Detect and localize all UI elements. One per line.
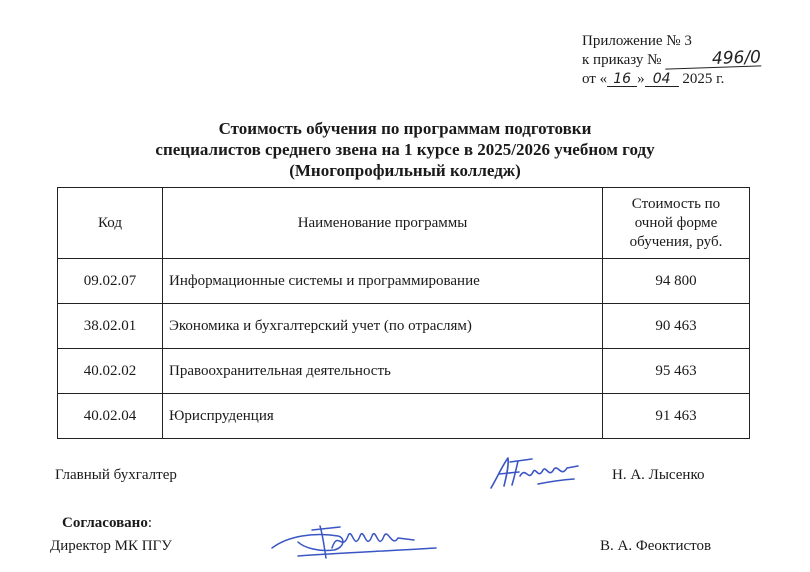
order-line: [582, 47, 762, 70]
date-month: 04: [645, 72, 679, 87]
appendix-title: Приложение № 3: [582, 33, 692, 49]
director-signature: [268, 518, 443, 564]
date-prefix: от «: [582, 71, 608, 87]
table-row: [58, 259, 750, 304]
row-cost: 90 463: [603, 304, 750, 349]
title-line-1: Стоимость обучения по программам подготовки: [218, 119, 592, 138]
header-cost: [603, 188, 750, 259]
table-row: [58, 394, 750, 439]
date-day: 16: [607, 72, 637, 87]
date-line: [582, 70, 761, 89]
header-name: Наименование программы: [163, 188, 603, 259]
accountant-name: Н. А. Лысенко: [612, 467, 705, 483]
header-cost-line-1: Стоимость по: [631, 195, 721, 212]
row-name: Экономика и бухгалтерский учет (по отраслям): [163, 304, 603, 349]
row-cost: 95 463: [603, 349, 750, 394]
tuition-table: [57, 187, 750, 439]
accountant-signature: [488, 452, 583, 492]
appendix-block: [582, 32, 761, 89]
header-cost-line-3: обучения, руб.: [629, 233, 723, 250]
title-line-2: специалистов среднего звена на 1 курсе в 2025/2026 учебном году: [155, 140, 655, 159]
row-name: Юриспруденция: [163, 394, 603, 439]
agreed-label: Согласовано: [62, 515, 148, 531]
row-code: 40.02.02: [58, 349, 163, 394]
row-code: 38.02.01: [58, 304, 163, 349]
table-header-row: [58, 188, 750, 259]
document-title: [40, 118, 770, 181]
header-code: Код: [58, 188, 163, 259]
title-line-3: (Многопрофильный колледж): [289, 161, 521, 180]
agreed-colon: :: [147, 515, 152, 531]
row-name: Информационные системы и программирование: [163, 259, 603, 304]
row-code: 09.02.07: [58, 259, 163, 304]
table-row: [58, 349, 750, 394]
order-number: 496/0: [665, 49, 762, 69]
order-prefix: к приказу №: [582, 52, 662, 68]
table-row: [58, 304, 750, 349]
header-cost-line-2: очной форме: [634, 214, 718, 231]
row-cost: 91 463: [603, 394, 750, 439]
row-code: 40.02.04: [58, 394, 163, 439]
director-name: В. А. Феоктистов: [600, 538, 712, 554]
row-cost: 94 800: [603, 259, 750, 304]
date-day-close: »: [637, 71, 645, 87]
row-name: Правоохранительная деятельность: [163, 349, 603, 394]
director-title: Директор МК ПГУ: [50, 538, 172, 554]
agreed-line: [62, 515, 152, 532]
accountant-title: Главный бухгалтер: [55, 467, 177, 483]
date-year: 2025 г.: [678, 71, 725, 87]
